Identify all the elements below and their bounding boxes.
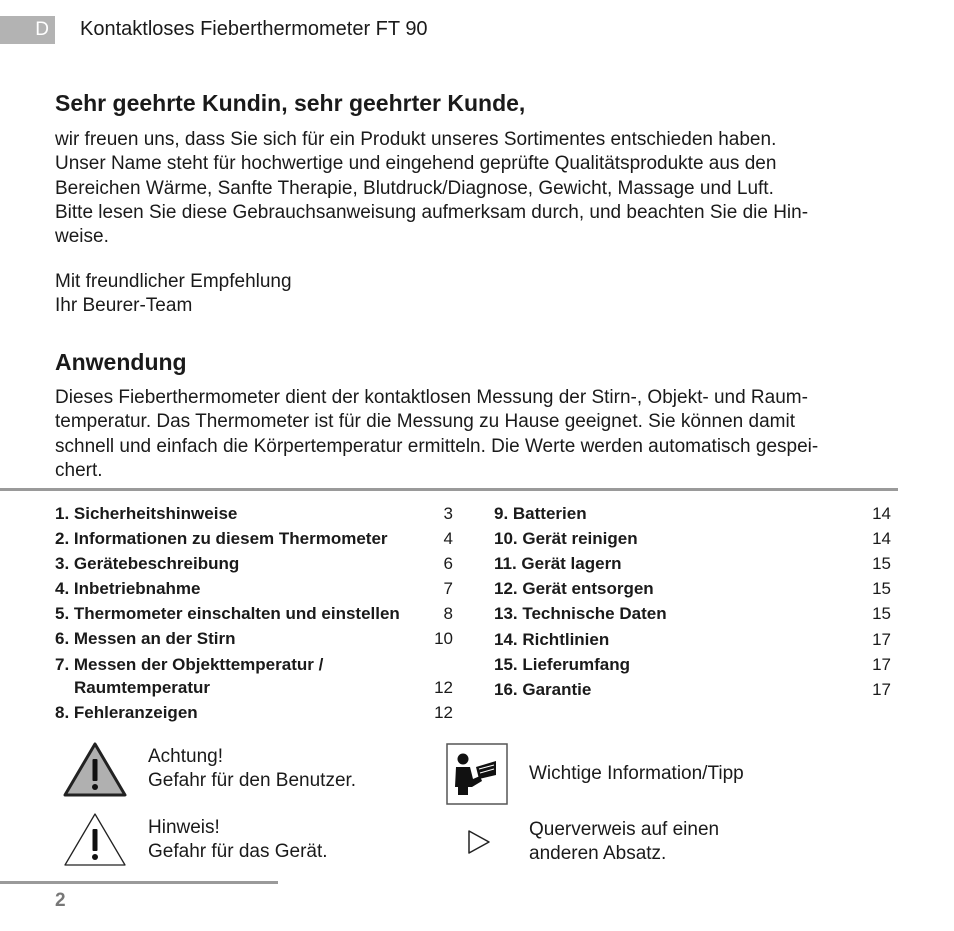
legend-info-description: Wichtige Information/Tipp <box>529 763 744 784</box>
usage-paragraph <box>55 386 915 483</box>
toc-label: 2. Informationen zu diesem Thermometer <box>55 529 388 548</box>
toc-label: 14. Richtlinien <box>494 630 610 649</box>
toc-label: 6. Messen an der Stirn <box>55 629 236 648</box>
toc-label: 16. Garantie <box>494 680 592 699</box>
toc-entry[interactable] <box>55 629 453 649</box>
cross-reference-arrow-icon <box>466 828 492 856</box>
toc-label: 12. Gerät entsorgen <box>494 579 654 598</box>
toc-page: 4 <box>443 529 453 548</box>
toc-page: 15 <box>872 554 891 573</box>
info-reading-icon <box>446 743 508 805</box>
closing-paragraph <box>55 270 915 319</box>
toc-page: 7 <box>443 579 453 598</box>
toc-entry[interactable] <box>494 554 891 574</box>
toc-page: 6 <box>443 554 453 573</box>
legend-warning-description: Gefahr für den Benutzer. <box>148 770 357 791</box>
usage-line: schnell und einfach die Körpertemperatur ermitteln. Die Werte werden automatisch gespei- <box>55 435 819 457</box>
closing-line: Mit freundlicher Empfehlung <box>55 271 292 292</box>
warning-triangle-icon <box>63 742 127 798</box>
toc-entry[interactable] <box>494 579 891 599</box>
toc-entry-continuation[interactable] <box>55 678 453 698</box>
toc-page: 17 <box>872 630 891 649</box>
legend-crossref-line: Querverweis auf einen <box>529 819 720 840</box>
toc-entry[interactable] <box>494 680 891 700</box>
toc-label: 3. Gerätebeschreibung <box>55 554 240 573</box>
page-number: 2 <box>55 890 66 911</box>
toc-entry[interactable] <box>55 504 453 524</box>
toc-entry[interactable] <box>494 529 891 549</box>
toc-entry[interactable] <box>55 579 453 599</box>
toc-label: Raumtemperatur <box>74 678 211 697</box>
greeting-line: weise. <box>55 226 109 248</box>
legend-crossref-text <box>529 818 719 866</box>
greeting-heading: Sehr geehrte Kundin, sehr geehrter Kunde, <box>55 90 526 116</box>
toc-label: 5. Thermometer einschalten und einstellen <box>55 604 400 623</box>
closing-line: Ihr Beurer-Team <box>55 295 193 317</box>
toc-label: 13. Technische Daten <box>494 604 667 623</box>
toc-label: 1. Sicherheitshinweise <box>55 504 238 523</box>
usage-line: temperatur. Das Thermometer ist für die Messung zu Hause geeignet. Sie können damit <box>55 411 795 433</box>
toc-page: 3 <box>443 504 453 523</box>
legend-warning-title: Achtung! <box>148 746 223 767</box>
toc-entry[interactable] <box>55 655 453 675</box>
toc-entry[interactable] <box>494 655 891 675</box>
legend-notice-title: Hinweis! <box>148 817 220 838</box>
language-tab: D <box>0 16 55 44</box>
toc-page: 8 <box>443 604 453 623</box>
toc-label: 4. Inbetriebnahme <box>55 579 201 598</box>
toc-page: 12 <box>434 703 453 722</box>
toc-page: 17 <box>872 680 891 699</box>
toc-page: 10 <box>434 629 453 648</box>
legend-crossref-line: anderen Absatz. <box>529 843 667 864</box>
greeting-line: Bitte lesen Sie diese Gebrauchsanweisung aufmerksam durch, und beachten Sie die Hin- <box>55 201 809 223</box>
greeting-line: Bereichen Wärme, Sanfte Therapie, Blutdruck/Diagnose, Gewicht, Massage und Luft. <box>55 177 774 199</box>
toc-page: 15 <box>872 604 891 623</box>
toc-entry[interactable] <box>55 703 453 723</box>
greeting-line: Unser Name steht für hochwertige und eingehend geprüfte Qualitätsprodukte aus den <box>55 153 777 175</box>
toc-entry[interactable] <box>55 604 453 624</box>
toc-entry[interactable] <box>494 604 891 624</box>
toc-label: 8. Fehleranzeigen <box>55 703 198 722</box>
toc-page: 17 <box>872 655 891 674</box>
toc-entry[interactable] <box>494 630 891 650</box>
toc-entry[interactable] <box>55 529 453 549</box>
legend-notice-description: Gefahr für das Gerät. <box>148 841 328 862</box>
legend-notice-text <box>148 816 328 864</box>
document-title: Kontaktloses Fieberthermometer FT 90 <box>80 18 428 40</box>
usage-line: Dieses Fieberthermometer dient der kontaktlosen Messung der Stirn-, Objekt- und Raum- <box>55 387 808 408</box>
notice-triangle-icon <box>63 812 127 868</box>
usage-heading: Anwendung <box>55 349 187 375</box>
toc-label: 10. Gerät reinigen <box>494 529 638 548</box>
toc-label: 11. Gerät lagern <box>494 554 622 573</box>
greeting-paragraph <box>55 128 915 249</box>
toc-label: 15. Lieferumfang <box>494 655 631 674</box>
toc-page: 12 <box>434 678 453 697</box>
toc-entry[interactable] <box>494 504 891 524</box>
toc-label: 9. Batterien <box>494 504 587 523</box>
toc-label: 7. Messen der Objekttemperatur / <box>55 655 324 674</box>
section-divider <box>0 488 898 491</box>
toc-page: 14 <box>872 529 891 548</box>
toc-entry[interactable] <box>55 554 453 574</box>
toc-page: 14 <box>872 504 891 523</box>
legend-warning-text <box>148 745 356 793</box>
legend-info-text <box>529 762 744 786</box>
footer-divider <box>0 881 278 884</box>
usage-line: chert. <box>55 459 103 481</box>
toc-page: 15 <box>872 579 891 598</box>
greeting-line: wir freuen uns, dass Sie sich für ein Produkt unseres Sortimentes entschieden haben. <box>55 129 777 150</box>
